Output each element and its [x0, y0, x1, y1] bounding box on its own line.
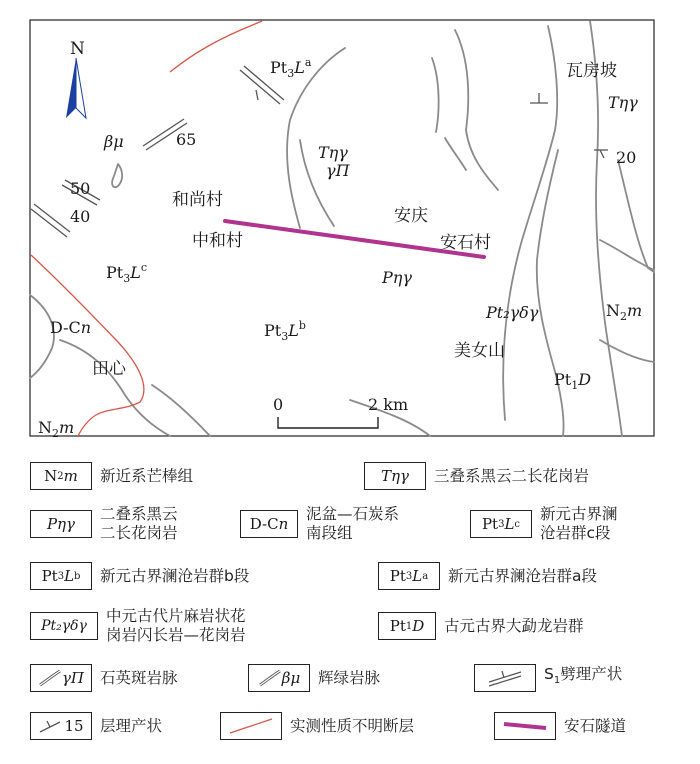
legend-dcn-desc-1: 泥盆—石炭系 — [306, 505, 400, 523]
legend-pt3lb — [30, 556, 249, 596]
legend-bedding — [30, 706, 162, 746]
legend-gamma-pi — [30, 658, 178, 698]
place-anshicun: 安石村 — [440, 233, 491, 253]
legend-pt1d-symbol: Pt 1 D — [378, 612, 436, 640]
legend-pt3lc — [470, 504, 618, 544]
place-heshangcun: 和尚村 — [172, 190, 223, 210]
legend-pt3lb-desc: 新元古界澜沧岩群b段 — [100, 566, 250, 585]
legend-dcn-symbol: D-C n — [240, 510, 298, 538]
dip-20: 20 — [616, 148, 637, 167]
legend-gamma-pi-symbol: γΠ — [30, 664, 92, 692]
legend-beta-mu-symbol: βμ — [248, 664, 310, 692]
legend-peta — [30, 504, 178, 544]
bedding-icon — [38, 716, 64, 736]
legend-pt2-desc-1: 中元古代片麻岩状花 — [106, 607, 246, 625]
legend-dcn — [240, 504, 399, 544]
tunnel-line-icon — [500, 716, 550, 736]
legend-peta-symbol: Pηγ — [30, 510, 92, 538]
dip-50: 50 — [70, 179, 91, 198]
legend-gamma-pi-desc: 石英斑岩脉 — [100, 668, 178, 687]
north-label: N — [70, 39, 85, 59]
dip-65: 65 — [176, 130, 197, 149]
legend-pt2-desc-2: 岗岩闪长岩—花岗岩 — [106, 626, 246, 644]
foliation-icon — [485, 668, 525, 688]
legend-peta-desc-1: 二叠系黑云 — [100, 505, 178, 523]
unit-pt2: Pt₂γδγ — [486, 303, 539, 322]
legend-pt2 — [30, 606, 246, 646]
unit-teta-center: Tηγ — [318, 143, 348, 162]
unit-pt3lc: $Pt_3L^c$ — [106, 261, 147, 285]
legend-tunnel — [494, 706, 626, 746]
scale-start: 0 — [273, 395, 284, 414]
legend-dcn-desc-2: 南段组 — [306, 524, 353, 542]
legend-teta — [364, 456, 589, 496]
legend-pt3la-desc: 新元古界澜沧岩群a段 — [448, 566, 597, 585]
legend-pt3lb-symbol: Pt 3 L b — [30, 562, 92, 590]
legend-pt1d — [378, 606, 584, 646]
legend-fault — [220, 706, 414, 746]
legend-teta-desc: 三叠系黑云二长花岗岩 — [434, 466, 590, 485]
legend-n2m-desc: 新近系芒棒组 — [100, 466, 194, 485]
unit-gamma-pi: γΠ — [326, 161, 350, 180]
legend-fault-symbol — [220, 712, 282, 740]
legend-pt1d-desc: 古元古界大勐龙岩群 — [444, 616, 584, 635]
place-tianxin: 田心 — [92, 359, 126, 379]
unit-pt3la: $Pt_3L^a$ — [270, 56, 312, 80]
legend-s1-symbol — [474, 664, 536, 692]
legend-n2m-symbol: N 2 m — [30, 462, 92, 490]
legend-tunnel-desc: 安石隧道 — [564, 716, 627, 735]
legend-pt3la — [378, 556, 597, 596]
legend-s1 — [474, 658, 622, 698]
unit-teta-right: Tηγ — [608, 93, 638, 112]
legend-n2m — [30, 456, 193, 496]
legend — [0, 452, 700, 764]
dip-40: 40 — [70, 207, 91, 226]
legend-peta-desc-2: 二长花岗岩 — [100, 524, 178, 542]
dike-icon — [258, 668, 282, 688]
legend-pt3lc-symbol: Pt 3 L c — [470, 510, 532, 538]
unit-pt3lb: $Pt_3L^b$ — [264, 319, 306, 343]
legend-fault-desc: 实测性质不明断层 — [290, 716, 415, 735]
legend-tunnel-symbol — [494, 712, 556, 740]
legend-bedding-symbol: 15 — [30, 712, 92, 740]
legend-s1-desc: $S_1$劈理产状 — [544, 665, 623, 687]
legend-pt3lc-desc-2: 沧岩群c段 — [540, 524, 611, 542]
unit-pt1d: $Pt_1D$ — [554, 370, 592, 392]
legend-beta-mu — [248, 658, 380, 698]
dike-icon — [38, 668, 62, 688]
unit-n2m-right: $N_2m$ — [606, 301, 643, 323]
unit-dcn: D-Cn — [50, 318, 92, 337]
fault-line-icon — [226, 716, 276, 736]
place-zhonghecun: 中和村 — [192, 231, 243, 251]
legend-teta-symbol: Tηγ — [364, 462, 426, 490]
legend-pt3la-symbol: Pt 3 L a — [378, 562, 440, 590]
scale-end: 2 km — [368, 395, 409, 414]
legend-beta-mu-desc: 辉绿岩脉 — [318, 668, 381, 687]
legend-bedding-desc: 层理产状 — [100, 716, 163, 735]
legend-pt3lc-desc-1: 新元古界澜 — [540, 505, 618, 523]
place-wafangpo: 瓦房坡 — [566, 61, 617, 81]
legend-pt2-symbol: Pt₂γδγ — [30, 612, 98, 640]
unit-peta: Pηγ — [382, 268, 412, 287]
unit-beta-mu: βμ — [104, 132, 124, 151]
place-meinvshan: 美女山 — [454, 341, 505, 361]
place-anqing: 安庆 — [394, 206, 428, 226]
unit-n2m-bottom: $N_2m$ — [38, 418, 75, 440]
